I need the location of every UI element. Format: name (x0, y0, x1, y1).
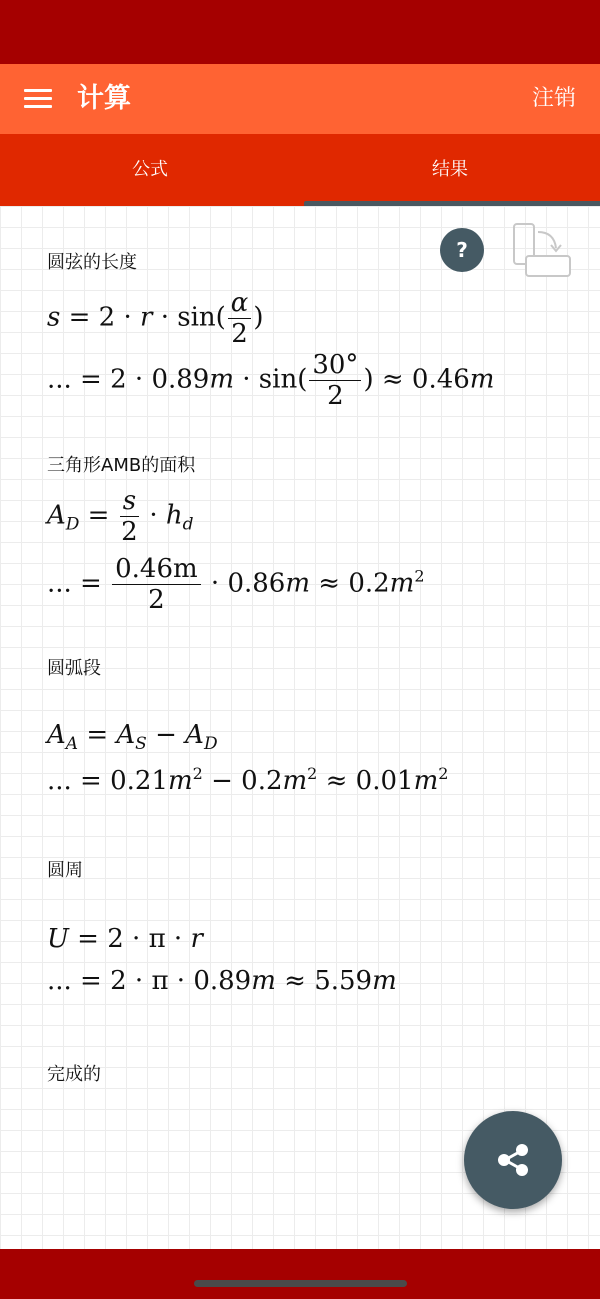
formula-triangle-general: $A_D$ = $\frac{s}{2}$ · $h_d$ (47, 486, 194, 547)
section-title-chord: 圆弦的长度 (47, 252, 137, 273)
help-button[interactable]: ? (440, 228, 484, 272)
tab-bar (0, 134, 600, 206)
screen-rotate-icon[interactable] (510, 220, 574, 284)
logout-button[interactable]: 注销 (531, 86, 576, 111)
formula-segment-values: ... = $0.21m^2 - 0.2m^2 \approx 0.01m^2$ (47, 764, 449, 796)
formula-circumference-values: ... = 2 · π · 0.89m ≈ 5.59m (47, 966, 397, 996)
result-content (0, 206, 600, 1249)
navigation-bar (0, 1249, 600, 1299)
formula-triangle-values: ... = $\frac{0.46m}{2}$ · $0.86m \approx 0.2m^2$ (47, 554, 425, 615)
app-title: 计算 (77, 83, 131, 114)
tab-formula[interactable]: 公式 (132, 159, 168, 180)
formula-segment-general: $A_A = A_S - A_D$ (47, 720, 218, 754)
section-title-triangle-area: 三角形AMB的面积 (47, 455, 196, 476)
share-icon (498, 1144, 528, 1176)
share-button[interactable] (464, 1111, 562, 1209)
hamburger-menu-icon[interactable] (24, 89, 52, 109)
home-indicator[interactable] (194, 1280, 407, 1287)
status-bar (0, 0, 600, 64)
section-title-segment: 圆弧段 (47, 658, 101, 679)
formula-chord-general: s = 2 · r · sin( $\frac{\alpha}{2}$ ) (47, 288, 264, 349)
formula-chord-values: ... = 2 · 0.89m · sin( $\frac{30^\circ}{2}$ ) ≈ 0.46m (47, 350, 495, 411)
section-title-done: 完成的 (47, 1064, 101, 1085)
formula-circumference-general: U = 2 · π · r (47, 924, 203, 954)
tab-result[interactable]: 结果 (432, 159, 468, 180)
section-title-circumference: 圆周 (47, 860, 83, 881)
app-bar (0, 64, 600, 134)
